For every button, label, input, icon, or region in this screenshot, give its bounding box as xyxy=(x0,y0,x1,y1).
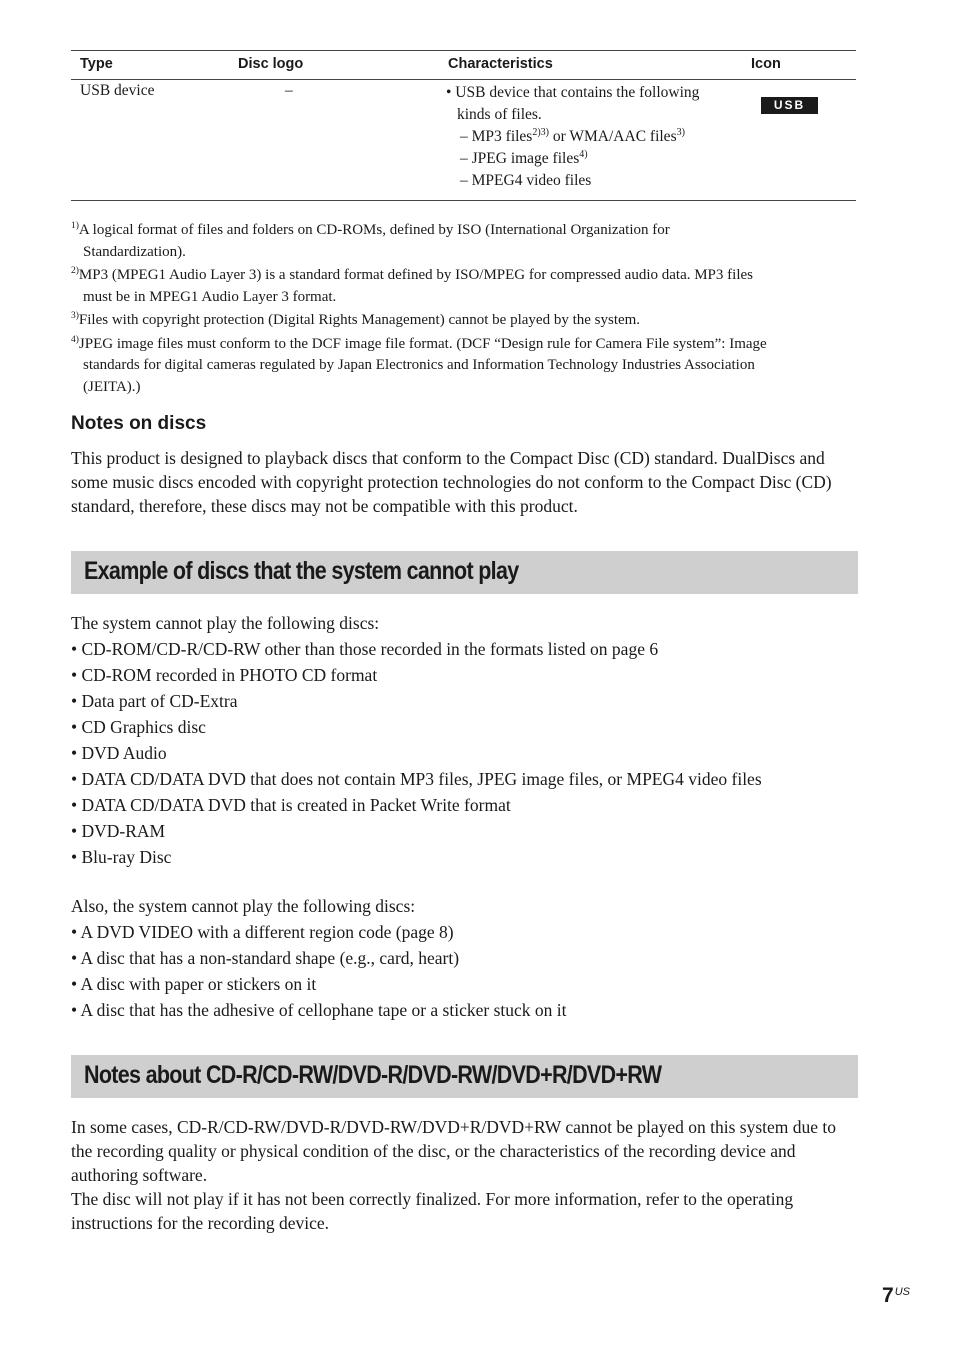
paragraph: The disc will not play if it has not been correctly finalized. For more information, refer to the operating instructions for the recording device. xyxy=(71,1189,794,1233)
header-characteristics: Characteristics xyxy=(448,56,553,72)
section-banner-recordable-notes xyxy=(71,1055,858,1098)
header-disc-logo: Disc logo xyxy=(238,56,304,72)
footnote-text-cont: Standardization). xyxy=(83,243,186,260)
header-icon: Icon xyxy=(751,56,781,72)
list-item: • A DVD VIDEO with a different region code (page 8) xyxy=(71,922,454,942)
char-mp3 xyxy=(446,126,746,148)
disc-type-table xyxy=(71,50,856,201)
cell-disc-logo: – xyxy=(285,82,293,99)
char-wma-text: or WMA/AAC files xyxy=(549,128,677,145)
notes-on-discs-text: This product is designed to playback discs that conform to the Compact Disc (CD) standard. DualDiscs and some music discs encoded with copyright protection technologies do not conform to the Compact Disc (CD) standard, therefore, these discs may not be compatible with this product. xyxy=(71,448,832,516)
paragraph: In some cases, CD-R/CD-RW/DVD-R/DVD-RW/DVD+R/DVD+RW cannot be played on this system due to the recording quality or physical condition of the disc, or the characteristics of the recording device and authoring software. xyxy=(71,1117,837,1185)
notes-on-discs-heading: Notes on discs xyxy=(71,413,207,434)
list-item: • CD-ROM/CD-R/CD-RW other than those recorded in the formats listed on page 6 xyxy=(71,639,659,659)
char-jpeg xyxy=(446,148,746,170)
section-title: Notes about CD-R/CD-RW/DVD-R/DVD-RW/DVD+R/DVD+RW xyxy=(84,1061,662,1089)
list-item: • CD Graphics disc xyxy=(71,717,206,737)
footnote-mark: 4) xyxy=(71,334,79,345)
cell-type: USB device xyxy=(80,82,155,99)
usb-icon: USB xyxy=(761,97,818,114)
footnote-ref: 2)3) xyxy=(532,126,550,138)
footnote-text-cont: must be in MPEG1 Audio Layer 3 format. xyxy=(83,288,337,305)
list-item: • DVD-RAM xyxy=(71,821,166,841)
list-item: • CD-ROM recorded in PHOTO CD format xyxy=(71,665,378,685)
footnotes xyxy=(71,220,861,400)
list-item: • Data part of CD-Extra xyxy=(71,691,238,711)
footnote-3 xyxy=(71,310,861,332)
list-intro: The system cannot play the following discs: xyxy=(71,613,380,633)
footnote-ref: 4) xyxy=(579,148,588,160)
list-item: • DATA CD/DATA DVD that is created in Packet Write format xyxy=(71,795,511,815)
footnote-4 xyxy=(71,334,861,399)
footnote-2 xyxy=(71,265,861,308)
cell-characteristics xyxy=(446,82,746,192)
footnote-text-cont: (JEITA).) xyxy=(83,378,141,395)
table-row xyxy=(71,80,856,200)
recordable-notes-text xyxy=(71,1115,861,1235)
footnote-mark: 1) xyxy=(71,221,79,231)
char-mp3-text: – MP3 files xyxy=(460,128,533,145)
header-type: Type xyxy=(80,56,113,72)
section-banner-cannot-play xyxy=(71,551,858,594)
footnote-text: JPEG image files must conform to the DCF image file format. (DCF “Design rule for Camera File system”: Image xyxy=(78,335,767,352)
char-jpeg-text: – JPEG image files xyxy=(460,150,580,167)
cannot-play-list xyxy=(71,610,871,870)
footnote-1 xyxy=(71,220,861,263)
list-intro: Also, the system cannot play the following discs: xyxy=(71,896,416,916)
list-item: • A disc with paper or stickers on it xyxy=(71,974,317,994)
list-item: • A disc that has the adhesive of cellophane tape or a sticker stuck on it xyxy=(71,1000,567,1020)
char-mpeg4: – MPEG4 video files xyxy=(460,172,592,189)
list-item: • Blu-ray Disc xyxy=(71,847,172,867)
footnote-text: Files with copyright protection (Digital Rights Management) cannot be played by the system. xyxy=(78,312,641,328)
page-number xyxy=(882,1284,909,1308)
list-item: • DVD Audio xyxy=(71,743,167,763)
page-number-value: 7 xyxy=(882,1284,894,1307)
list-item: • A disc that has a non-standard shape (e.g., card, heart) xyxy=(71,948,460,968)
footnote-mark: 3) xyxy=(71,311,79,321)
char-bullet: • USB device that contains the following xyxy=(446,84,700,101)
footnote-text: MP3 (MPEG1 Audio Layer 3) is a standard format defined by ISO/MPEG for compressed audio data. MP3 files xyxy=(78,267,753,283)
section-title: Example of discs that the system cannot play xyxy=(84,557,519,585)
footnote-text: A logical format of files and folders on CD-ROMs, defined by ISO (International Organization for xyxy=(78,222,670,238)
footnote-text-cont: standards for digital cameras regulated by Japan Electronics and Information Technology Industries Association xyxy=(83,357,755,373)
list-item: • DATA CD/DATA DVD that does not contain MP3 files, JPEG image files, or MPEG4 video files xyxy=(71,769,762,789)
table-header xyxy=(71,51,856,80)
page-number-suffix: US xyxy=(894,1286,910,1298)
cannot-play-list-2 xyxy=(71,893,871,1023)
footnote-ref: 3) xyxy=(676,126,685,138)
char-bullet-cont: kinds of files. xyxy=(457,106,542,123)
footnote-mark: 2) xyxy=(71,266,79,276)
